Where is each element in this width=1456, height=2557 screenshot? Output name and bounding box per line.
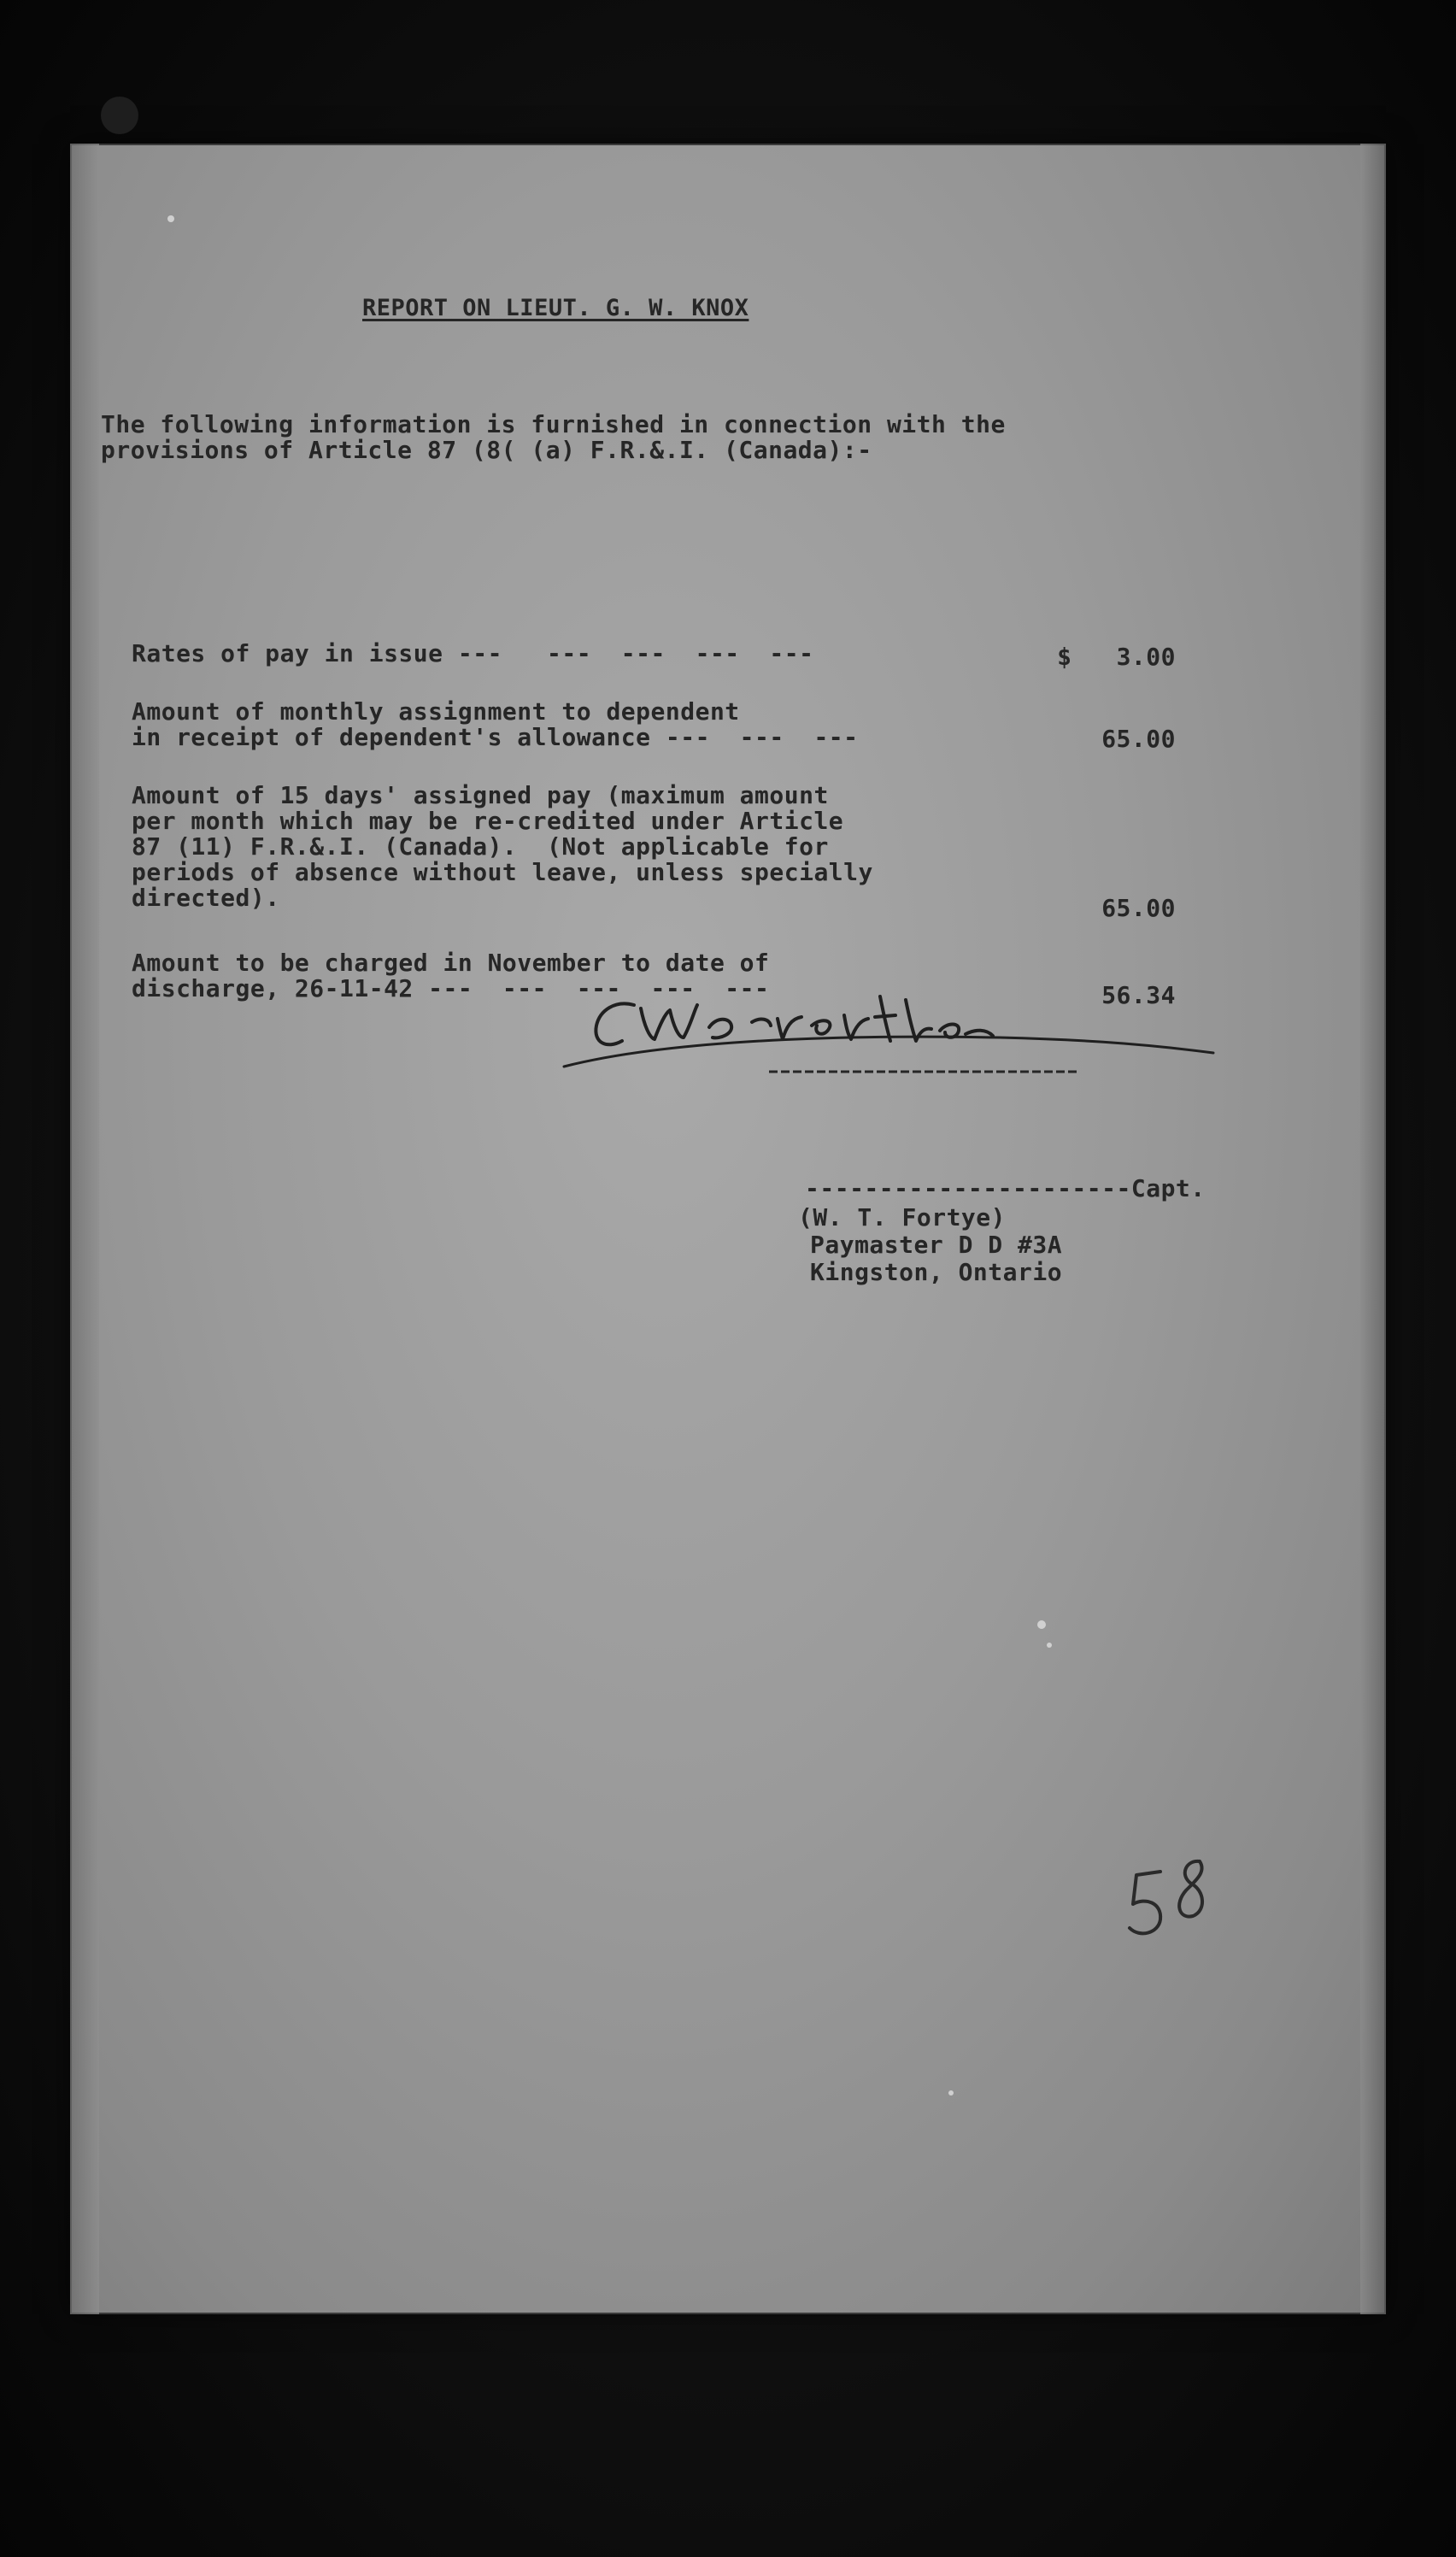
item-3-line-2: per month which may be re-credited under Article — [132, 807, 844, 835]
signature-rule-rank: ----------------------Capt. — [805, 1174, 1206, 1202]
item-4-line-2: discharge, 26-11-42 --- --- --- --- --- — [132, 974, 770, 1002]
dust-speck — [948, 2090, 954, 2096]
intro-line-2: provisions of Article 87 (8( (a) F.R.&.I. (Canada):- — [101, 436, 872, 464]
item-3-line-5: directed). — [132, 884, 280, 912]
item-4-amount: 56.34 — [1101, 981, 1176, 1009]
item-3-line-1: Amount of 15 days' assigned pay (maximum amount — [132, 781, 829, 809]
item-4-line-1: Amount to be charged in November to date of — [132, 949, 770, 977]
dust-speck — [1047, 1643, 1052, 1648]
item-3-line-3: 87 (11) F.R.&.I. (Canada). (Not applicable for — [132, 832, 829, 861]
signatory-position: Paymaster D D #3A — [810, 1231, 1063, 1259]
punch-hole — [101, 97, 138, 134]
item-2-line-2: in receipt of dependent's allowance --- --- --- — [132, 723, 859, 751]
signatory-name: (W. T. Fortye) — [798, 1203, 1007, 1231]
item-2-amount: 65.00 — [1101, 725, 1176, 753]
item-1-amount: $ 3.00 — [1057, 643, 1176, 671]
item-1-line-1: Rates of pay in issue --- --- --- --- --- — [132, 639, 814, 667]
intro-line-1: The following information is furnished in connection with the — [101, 410, 1006, 438]
item-2-line-1: Amount of monthly assignment to dependent — [132, 697, 740, 726]
item-3-line-4: periods of absence without leave, unless specially — [132, 858, 873, 886]
document-page — [70, 144, 1386, 2314]
dust-speck — [167, 215, 174, 222]
signatory-location: Kingston, Ontario — [810, 1258, 1063, 1286]
handwritten-page-number — [1111, 1837, 1230, 1949]
paper-right-shadow — [1360, 144, 1386, 2314]
report-title: REPORT ON LIEUT. G. W. KNOX — [362, 295, 749, 321]
dust-speck — [1037, 1620, 1046, 1629]
paper-left-shadow — [70, 144, 99, 2314]
item-3-amount: 65.00 — [1101, 894, 1176, 922]
handwritten-signature — [555, 966, 1222, 1085]
